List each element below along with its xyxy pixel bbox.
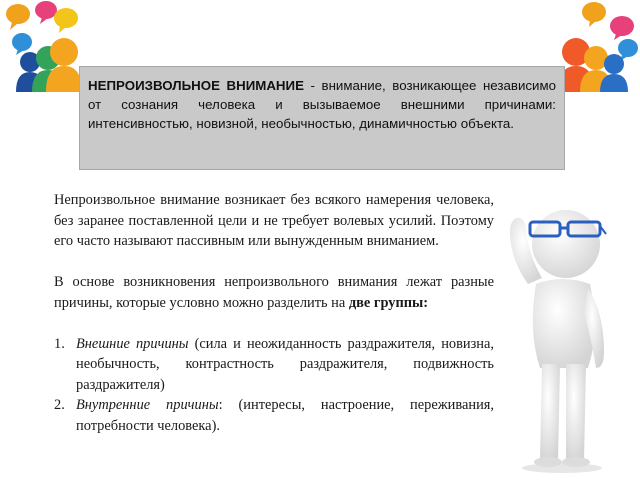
- paragraph-2-bold: две группы:: [348, 294, 429, 311]
- list-item-number: 1.: [54, 335, 65, 352]
- list-item-rest: : (интересы, настроение, переживания, потребности человека).: [76, 397, 494, 434]
- list-item-italic: Внешние причины: [76, 335, 189, 352]
- paragraph-1: Непроизвольное внимание возникает без всякого намерения человека, без заранее поставленной цели и не требует волевых усилий. Поэтому его часто называют пассивным или вынужденным вниманием.: [54, 192, 494, 249]
- list-item: [54, 395, 494, 436]
- list-item-number: 2.: [54, 397, 65, 413]
- list-item-text: [76, 334, 494, 396]
- paragraph-2-text: В основе возникновения непроизвольного внимания лежат разные причины, которые условно можно разделить на: [54, 274, 494, 311]
- list-item: [54, 334, 494, 396]
- list-item-text: [76, 395, 494, 436]
- definition-box: [79, 66, 565, 170]
- definition-body: - внимание, возникающее независимо от сознания человека и вызываемое внешними причинами: интенсивностью, новизной, необычностью, динамичностью объекта.: [88, 78, 556, 131]
- body-text: [54, 190, 494, 436]
- definition-text: [88, 76, 556, 133]
- speech-bubbles-heads-right-icon: [556, 0, 640, 92]
- paragraph-2: [54, 272, 494, 313]
- speech-bubbles-heads-left-icon: [2, 0, 84, 92]
- list-item-rest: (сила и неожиданность раздражителя, новизна, необычность, контрастность раздражителя, подвижность раздражителя): [76, 335, 494, 393]
- definition-term: НЕПРОИЗВОЛЬНОЕ ВНИМАНИЕ: [88, 78, 304, 93]
- list-item-italic: Внутренние причины: [76, 397, 219, 413]
- figure-with-glasses-icon: [500, 192, 620, 474]
